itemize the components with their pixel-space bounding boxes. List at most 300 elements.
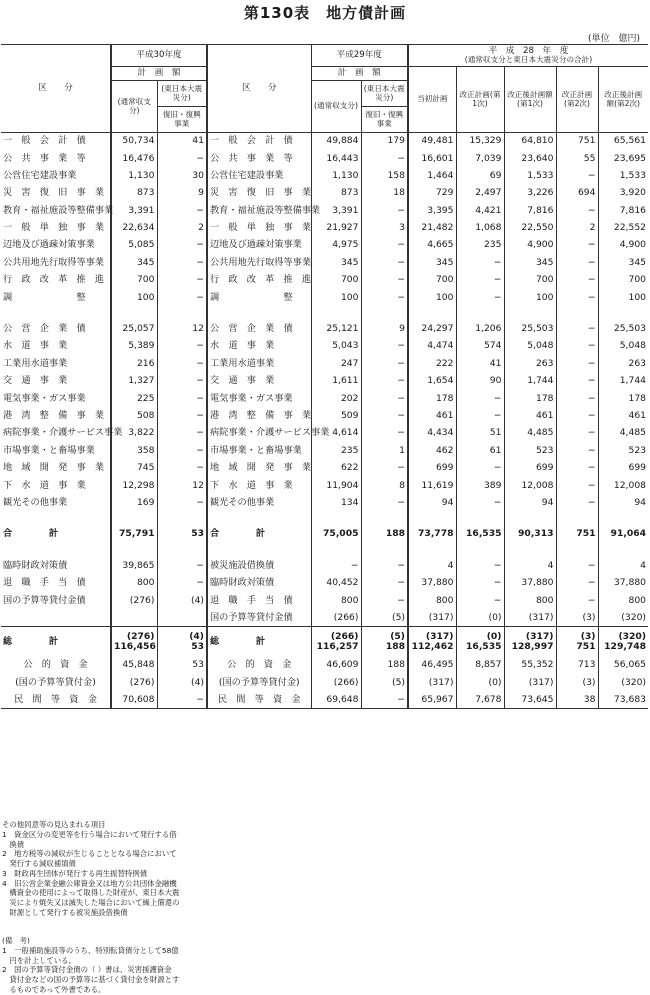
spacer-cell <box>556 512 598 526</box>
value-h29-shinsai: − <box>361 390 408 407</box>
row-label-right: 交 通 事 業 <box>207 373 311 390</box>
row-label-left: 災 害 復 旧 事 業 <box>1 185 111 202</box>
value-h28-kaiseigo1: 178 <box>504 390 556 407</box>
value-h28-kaisei2: − <box>556 477 598 494</box>
total-value: 112,462 <box>411 640 454 652</box>
row-label-right: 観光その他事業 <box>207 494 311 511</box>
total-foreign-value: (3) <box>580 630 596 642</box>
value-h30-tsujo: 800 <box>111 574 157 591</box>
value-h29-shinsai: − <box>361 407 408 424</box>
value-h30-shinsai: − <box>157 442 207 459</box>
row-label-left: 工業用水道事業 <box>1 355 111 372</box>
spacer-cell <box>361 512 408 526</box>
value-h28-kaiseigo2: 800 <box>628 594 647 606</box>
row-label-left: 公 共 事 業 等 <box>1 150 111 167</box>
value-h28-tosho: 700 <box>408 272 456 289</box>
value-h30-shinsai: − <box>157 407 207 424</box>
value-h28-kaisei2: − <box>556 460 598 477</box>
header-keikaku-29: 計 画 額 <box>311 67 408 81</box>
value-h30-tsujo: 700 <box>111 272 157 289</box>
value-h28-kaiseigo1: 263 <box>504 355 556 372</box>
value-h28-kaisei1: 4,421 <box>456 202 504 219</box>
value-h28-kaiseigo2: 699 <box>628 462 647 474</box>
total-value: 116,456 <box>114 640 156 652</box>
value-h29-tsujo: 509 <box>311 407 361 424</box>
value-h28-tosho: 4 <box>408 557 456 574</box>
row-label-left: 公 営 企 業 債 <box>1 320 111 337</box>
value-h29-shinsai: − <box>361 494 408 511</box>
value-h28-kaisei2: − <box>556 272 598 289</box>
value-h28-kaisei1: 51 <box>456 425 504 442</box>
value-h30-tsujo: 75,791 <box>111 526 157 543</box>
row-label-right: 被災施設借換債 <box>207 557 311 574</box>
total-value: 128,997 <box>511 640 554 652</box>
total-value: 129,748 <box>604 640 647 652</box>
value-h28-kaiseigo2: 263 <box>628 357 647 369</box>
value-h28-kaiseigo2: 4 <box>640 559 647 571</box>
row-label-right: 災 害 復 旧 事 業 <box>207 185 311 202</box>
remark-line: 円を計上している。 <box>2 955 76 965</box>
value-h30-shinsai: − <box>157 150 207 167</box>
note-line: 1 資金区分の変更等を行う場合において発行する借 <box>2 829 177 839</box>
remark-line: 貸付金などの国の予算等に基づく貸付金を財源とす <box>2 975 180 985</box>
value-h29-shinsai: − <box>361 373 408 390</box>
value-h28-kaiseigo2: (320) <box>621 611 647 623</box>
value-h28-kaiseigo1: 700 <box>504 272 556 289</box>
value-h28-kaiseigo1: 4,900 <box>504 237 556 254</box>
value-h30-tsujo: 169 <box>111 494 157 511</box>
value-h28-kaiseigo2: 523 <box>628 444 647 456</box>
header-col-kaisei1: 改正計画(第1次) <box>456 67 504 133</box>
row-label-left: (国の予算等貸付金) <box>1 674 111 691</box>
row-label-right: 一 般 単 独 事 業 <box>207 219 311 236</box>
header-col-kaiseigo1: 改正後計画額(第1次) <box>504 67 556 133</box>
row-label-right: 下 水 道 事 業 <box>207 477 311 494</box>
value-h28-tosho: 21,482 <box>408 219 456 236</box>
spacer-cell <box>408 306 456 320</box>
value-h28-kaisei2: 38 <box>556 691 598 708</box>
row-label-right: 公共用地先行取得等事業 <box>207 254 311 271</box>
value-h28-kaisei2: (3) <box>556 674 598 691</box>
value-h29-shinsai: 179 <box>361 133 408 150</box>
value-h28-kaisei2: − <box>556 442 598 459</box>
value-h29-shinsai: − <box>361 355 408 372</box>
spacer-cell <box>556 306 598 320</box>
value-h30-tsujo: 5,085 <box>111 237 157 254</box>
value-h30-tsujo: 1,327 <box>111 373 157 390</box>
row-label-left: 一 般 会 計 債 <box>1 133 111 150</box>
value-h28-kaiseigo2: 65,561 <box>613 135 647 147</box>
value-h30-tsujo: (276) <box>111 674 157 691</box>
row-label-left: 臨時財政対策債 <box>1 557 111 574</box>
value-h30-tsujo: 873 <box>111 185 157 202</box>
value-h29-shinsai: − <box>361 237 408 254</box>
total-value: 116,257 <box>316 640 359 652</box>
value-h30-shinsai: (4) <box>157 674 207 691</box>
value-h28-kaisei1: (0) <box>456 609 504 626</box>
value-h29-tsujo: 134 <box>311 494 361 511</box>
table-row <box>1 592 648 609</box>
value-h28-kaiseigo2: 91,064 <box>610 528 647 540</box>
spacer-cell <box>111 543 157 557</box>
value-h28-kaisei1: − <box>456 254 504 271</box>
value-h28-tosho: (317) <box>408 674 456 691</box>
row-label-left: 病院事業・介護サービス事業 <box>1 425 111 442</box>
total-foreign-value: (276) <box>126 630 155 642</box>
value-h29-tsujo: 75,005 <box>311 526 361 543</box>
header-h28-title: 平 成 28 年 度 <box>488 45 569 56</box>
value-h28-tosho: (317) <box>408 609 456 626</box>
value-h30-tsujo: 100 <box>111 289 157 306</box>
remark-line: るものであって外書である。 <box>2 984 106 994</box>
note-line: 4 旧公営企業金融公庫資金又は地方公共団体金融機 <box>2 878 177 888</box>
table-row <box>1 150 648 167</box>
value-h29-tsujo: 873 <box>311 185 361 202</box>
value-h30-shinsai: − <box>157 355 207 372</box>
value-h30-tsujo: 216 <box>111 355 157 372</box>
remark-line: 1 一般補助施設等のうち、特別転貸債分として58億 <box>2 945 179 955</box>
note-line: 3 財政再生団体が発行する再生振替特例債 <box>2 868 148 878</box>
spacer-cell <box>311 512 361 526</box>
value-h28-kaisei1: 69 <box>456 167 504 184</box>
value-h28-kaiseigo1: 5,048 <box>504 338 556 355</box>
value-h29-shinsai: − <box>361 425 408 442</box>
row-label-right: 工業用水道事業 <box>207 355 311 372</box>
note-line: 財源として発行する被災施設借換債 <box>2 907 128 917</box>
spacer-cell <box>111 306 157 320</box>
spacer-cell <box>456 512 504 526</box>
spacer-cell <box>408 543 456 557</box>
value-h28-tosho: 11,619 <box>408 477 456 494</box>
spacer-cell <box>111 512 157 526</box>
row-label-left: 水 道 事 業 <box>1 338 111 355</box>
value-h30-shinsai: − <box>157 202 207 219</box>
row-label-right: 公 営 企 業 債 <box>207 320 311 337</box>
value-h28-kaiseigo2: 7,816 <box>619 204 647 216</box>
value-h28-kaisei2: − <box>556 373 598 390</box>
value-h28-kaiseigo2: 1,744 <box>619 375 647 387</box>
row-label-left: 下 水 道 事 業 <box>1 477 111 494</box>
value-h30-shinsai: − <box>157 373 207 390</box>
value-h29-shinsai: − <box>361 691 408 708</box>
value-h30-tsujo: 16,476 <box>111 150 157 167</box>
value-h28-kaisei2: − <box>556 289 598 306</box>
value-h28-kaisei2: − <box>556 407 598 424</box>
value-h28-kaisei2: − <box>556 494 598 511</box>
value-h28-kaiseigo2: 345 <box>628 256 647 268</box>
value-h28-kaiseigo1: 100 <box>504 289 556 306</box>
row-label-right: 臨時財政対策債 <box>207 574 311 591</box>
value-h28-kaisei1: − <box>456 592 504 609</box>
table-row <box>1 133 648 150</box>
spacer-cell <box>408 512 456 526</box>
value-h28-tosho: 46,495 <box>408 657 456 674</box>
value-h28-kaisei1: − <box>456 574 504 591</box>
spacer-cell <box>157 306 207 320</box>
value-h29-shinsai: − <box>361 202 408 219</box>
value-h29-tsujo: 3,391 <box>311 202 361 219</box>
bond-plan-table <box>1 44 648 709</box>
value-h28-kaisei1: − <box>456 557 504 574</box>
spacer-cell <box>157 512 207 526</box>
value-h28-kaisei2: 55 <box>556 150 598 167</box>
value-h28-kaisei1: 574 <box>456 338 504 355</box>
value-h28-tosho: 345 <box>408 254 456 271</box>
table-row <box>1 674 648 691</box>
value-h29-shinsai: (5) <box>361 609 408 626</box>
value-h28-kaisei1: − <box>456 494 504 511</box>
value-h28-kaiseigo2: 3,920 <box>619 187 647 199</box>
note-line: 2 地方税等の減収が生じることとなる場合において <box>2 849 177 859</box>
value-h28-kaiseigo2: 178 <box>628 392 647 404</box>
value-h28-kaiseigo1: 12,008 <box>504 477 556 494</box>
value-h29-shinsai: (5) <box>361 674 408 691</box>
value-h30-tsujo: 22,634 <box>111 219 157 236</box>
value-h29-shinsai: − <box>361 557 408 574</box>
value-h30-shinsai: 2 <box>157 219 207 236</box>
table-row <box>1 526 648 543</box>
value-h28-kaisei2: 713 <box>556 657 598 674</box>
value-h29-tsujo: 1,130 <box>311 167 361 184</box>
value-h28-kaisei1: 2,497 <box>456 185 504 202</box>
value-h30-shinsai: − <box>157 272 207 289</box>
value-h30-tsujo: (276) <box>111 592 157 609</box>
value-h30-shinsai: − <box>157 338 207 355</box>
total-label-left: 総 計 <box>1 627 111 657</box>
value-h28-tosho: 73,778 <box>408 526 456 543</box>
value-h30-tsujo <box>111 609 157 626</box>
value-h28-kaisei2: − <box>556 425 598 442</box>
spacer-cell <box>1 512 111 526</box>
value-h29-shinsai: − <box>361 592 408 609</box>
value-h28-tosho: 100 <box>408 289 456 306</box>
total-value-a <box>111 627 157 657</box>
value-h28-kaisei1: − <box>456 272 504 289</box>
row-label-right: (国の予算等貸付金) <box>207 674 311 691</box>
remark-line: (備 考) <box>2 936 30 945</box>
value-h30-shinsai: − <box>157 254 207 271</box>
value-h28-kaisei1: 41 <box>456 355 504 372</box>
value-h28-kaiseigo1: 23,640 <box>504 150 556 167</box>
value-h29-tsujo: 700 <box>311 272 361 289</box>
value-h28-kaiseigo2: 4,485 <box>619 427 647 439</box>
row-label-left: 退 職 手 当 債 <box>1 574 111 591</box>
header-col-tosho: 当初計画 <box>408 67 456 133</box>
table-row <box>1 167 648 184</box>
value-h29-tsujo: 202 <box>311 390 361 407</box>
value-h28-kaiseigo2: 22,552 <box>613 222 647 234</box>
row-label-left: 調 整 <box>1 289 111 306</box>
value-h30-shinsai: 9 <box>157 185 207 202</box>
table-row <box>1 272 648 289</box>
table-row <box>1 425 648 442</box>
value-h30-shinsai: − <box>157 289 207 306</box>
row-label-right: 退 職 手 当 債 <box>207 592 311 609</box>
remark-line: 2 国の予算等貸付金債の（ ）書は、災害援護資金 <box>2 965 172 975</box>
row-label-left: 地 域 開 発 事 業 <box>1 460 111 477</box>
value-h28-kaisei1: − <box>456 407 504 424</box>
value-h28-kaisei2: − <box>556 557 598 574</box>
header-kubun-left: 区 分 <box>1 45 111 133</box>
value-h29-shinsai: 158 <box>361 167 408 184</box>
value-h29-shinsai: − <box>361 574 408 591</box>
row-label-left: 公営住宅建設事業 <box>1 167 111 184</box>
value-h28-tosho: 4,665 <box>408 237 456 254</box>
note-line: 構資金の使用によって取得した財産が、東日本大震 <box>2 888 180 898</box>
row-label-right: 地 域 開 発 事 業 <box>207 460 311 477</box>
value-h28-kaiseigo2: 56,065 <box>613 659 647 671</box>
value-h29-tsujo: 40,452 <box>311 574 361 591</box>
notes-block <box>2 820 302 918</box>
value-h29-shinsai: 188 <box>361 657 408 674</box>
value-h29-tsujo: (266) <box>311 609 361 626</box>
value-h28-kaiseigo2: 5,048 <box>619 340 647 352</box>
spacer-cell <box>598 306 648 320</box>
total-row <box>1 627 648 657</box>
total-value-g <box>504 627 556 657</box>
value-h28-kaiseigo1: 64,810 <box>504 133 556 150</box>
value-h30-shinsai <box>157 609 207 626</box>
spacer-cell <box>456 306 504 320</box>
value-h29-shinsai: 188 <box>361 526 408 543</box>
table-row <box>1 390 648 407</box>
value-h30-tsujo: 12,298 <box>111 477 157 494</box>
value-h29-tsujo: 16,443 <box>311 150 361 167</box>
total-foreign-value: (320) <box>618 630 647 642</box>
value-h28-tosho: 65,967 <box>408 691 456 708</box>
value-h28-kaisei2: − <box>556 574 598 591</box>
value-h28-kaisei1: − <box>456 289 504 306</box>
value-h28-tosho: 1,654 <box>408 373 456 390</box>
value-h28-kaisei1: 90 <box>456 373 504 390</box>
value-h29-shinsai: − <box>361 289 408 306</box>
spacer-cell <box>598 512 648 526</box>
total-label-right: 総 計 <box>207 627 311 657</box>
value-h30-tsujo: 3,822 <box>111 425 157 442</box>
row-label-right: 教育・福祉施設等整備事業 <box>207 202 311 219</box>
value-h30-tsujo: 45,848 <box>111 657 157 674</box>
table-body <box>1 133 648 709</box>
value-h29-shinsai: 18 <box>361 185 408 202</box>
remarks-block <box>2 936 302 995</box>
row-label-left: 一 般 単 独 事 業 <box>1 219 111 236</box>
value-h30-tsujo: 5,389 <box>111 338 157 355</box>
value-h28-kaisei2: − <box>556 167 598 184</box>
value-h30-tsujo: 39,865 <box>111 557 157 574</box>
value-h30-shinsai: − <box>157 237 207 254</box>
table-row <box>1 609 648 626</box>
value-h30-tsujo: 1,130 <box>111 167 157 184</box>
spacer-cell <box>311 543 361 557</box>
table-row <box>1 477 648 494</box>
value-h28-kaiseigo1: 1,744 <box>504 373 556 390</box>
total-foreign-value: (5) <box>390 630 405 642</box>
header-h28-sub: (通常収支分と東日本大震災分の合計) <box>464 55 593 65</box>
total-value-e <box>408 627 456 657</box>
row-label-left: 市場事業・と畜場事業 <box>1 442 111 459</box>
value-h28-tosho: 800 <box>408 592 456 609</box>
value-h28-kaiseigo2: 4,900 <box>619 239 647 251</box>
value-h28-kaiseigo1: 4,485 <box>504 425 556 442</box>
value-h28-kaiseigo1: 90,313 <box>504 526 556 543</box>
value-h30-shinsai: (4) <box>157 592 207 609</box>
value-h28-tosho: 729 <box>408 185 456 202</box>
value-h28-kaiseigo2: 23,695 <box>613 152 647 164</box>
row-label-left: 交 通 事 業 <box>1 373 111 390</box>
value-h28-kaiseigo1: 800 <box>504 592 556 609</box>
note-line: 換債 <box>2 839 25 849</box>
value-h29-tsujo: 345 <box>311 254 361 271</box>
value-h29-tsujo: 4,614 <box>311 425 361 442</box>
table-row <box>1 512 648 526</box>
spacer-cell <box>207 543 311 557</box>
spacer-cell <box>504 543 556 557</box>
value-h28-kaisei2: − <box>556 202 598 219</box>
value-h28-kaiseigo2: (320) <box>621 676 647 688</box>
table-row <box>1 691 648 708</box>
table-row <box>1 289 648 306</box>
value-h28-kaiseigo1: 461 <box>504 407 556 424</box>
row-label-right: 市場事業・と畜場事業 <box>207 442 311 459</box>
row-label-left: 民 間 等 資 金 <box>1 691 111 708</box>
value-h28-kaiseigo1: (317) <box>504 674 556 691</box>
value-h28-kaisei2: 694 <box>556 185 598 202</box>
page-title: 第130表 地方債計画 <box>243 4 407 22</box>
spacer-cell <box>311 306 361 320</box>
value-h29-tsujo: 49,884 <box>311 133 361 150</box>
value-h28-tosho: 178 <box>408 390 456 407</box>
spacer-cell <box>157 543 207 557</box>
row-label-right: 一 般 会 計 債 <box>207 133 311 150</box>
value-h29-tsujo: 235 <box>311 442 361 459</box>
spacer-cell <box>504 512 556 526</box>
value-h28-kaiseigo1: 345 <box>504 254 556 271</box>
value-h29-shinsai: − <box>361 460 408 477</box>
value-h28-kaisei1: 1,068 <box>456 219 504 236</box>
total-foreign-value: (0) <box>486 630 502 642</box>
value-h28-kaisei1: 16,535 <box>456 526 504 543</box>
value-h29-tsujo: 69,648 <box>311 691 361 708</box>
total-value: 751 <box>576 640 596 652</box>
value-h28-kaiseigo1: 94 <box>504 494 556 511</box>
row-label-right: 電気事業・ガス事業 <box>207 390 311 407</box>
value-h28-kaisei2: (3) <box>556 609 598 626</box>
table-row <box>1 543 648 557</box>
value-h29-tsujo: 800 <box>311 592 361 609</box>
total-foreign-value: (266) <box>330 630 359 642</box>
value-h30-tsujo: 25,057 <box>111 320 157 337</box>
value-h28-kaiseigo1: 22,550 <box>504 219 556 236</box>
value-h28-kaiseigo2: 25,503 <box>613 323 647 335</box>
total-value-i <box>598 627 648 657</box>
value-h28-kaisei1: (0) <box>456 674 504 691</box>
spacer-cell <box>207 306 311 320</box>
value-h28-kaiseigo1: (317) <box>504 609 556 626</box>
value-h29-shinsai: 9 <box>361 320 408 337</box>
value-h29-shinsai: − <box>361 338 408 355</box>
value-h30-shinsai: 53 <box>157 657 207 674</box>
value-h28-kaiseigo1: 37,880 <box>504 574 556 591</box>
value-h30-shinsai: − <box>157 425 207 442</box>
row-label-right: 公営住宅建設事業 <box>207 167 311 184</box>
value-h30-tsujo: 508 <box>111 407 157 424</box>
total-foreign-value: (317) <box>525 630 554 642</box>
value-h28-kaiseigo1: 55,352 <box>504 657 556 674</box>
total-foreign-value: (317) <box>425 630 454 642</box>
unit-label: (単位 億円) <box>587 34 640 44</box>
value-h30-shinsai: 30 <box>157 167 207 184</box>
value-h29-shinsai: 1 <box>361 442 408 459</box>
